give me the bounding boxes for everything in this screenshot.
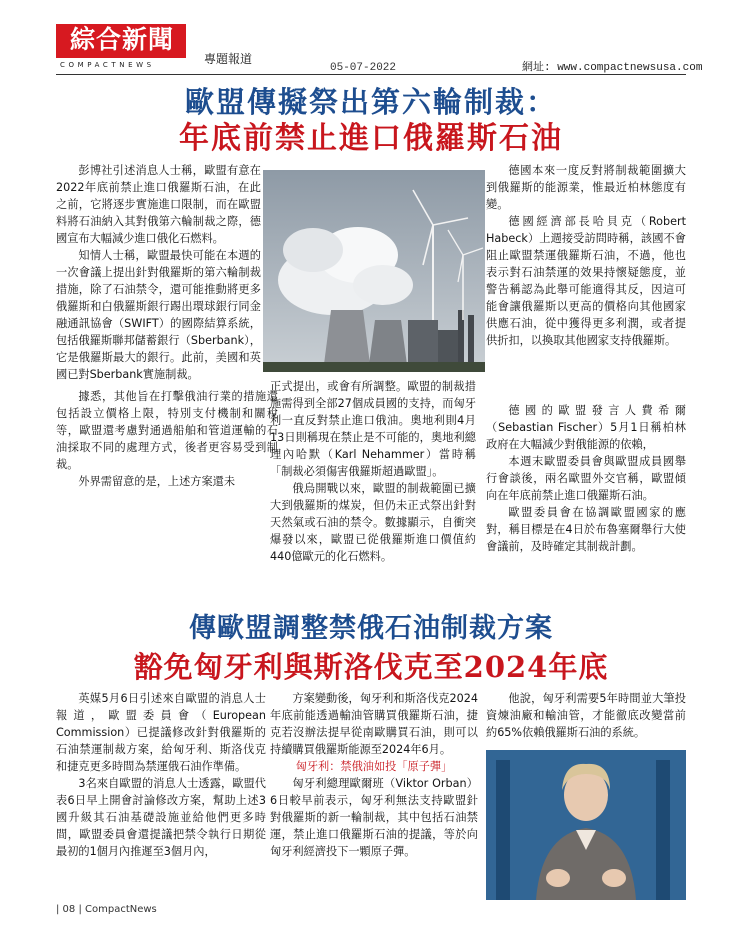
paragraph: 3名來自歐盟的消息人士透露，歐盟代表6日早上開會討論修改方案，幫助上述3國升級其石油基礎設施並給他們更多時間，歐盟委員會還提議把禁令執行日期從最初的1個月內推遲至3個月內， bbox=[56, 777, 266, 858]
paragraph: 俄烏開戰以來，歐盟的制裁範圍已擴大到俄羅斯的煤炭，但仍未正式祭出針對天然氣或石油的禁令。數據顯示，自衝突爆發以來，歐盟已從俄羅斯進口價值約440億歐元的化石燃料。 bbox=[270, 482, 476, 563]
article1-column-2 bbox=[270, 378, 476, 602]
article1-column-3 bbox=[486, 162, 686, 402]
issue-date: 05-07-2022 bbox=[330, 62, 397, 74]
speaker-photo bbox=[486, 750, 686, 900]
paragraph: 知情人士稱，歐盟最快可能在本週的一次會議上提出針對俄羅斯的第六輪制裁措施，除了石油禁令，還可能推動將更多俄羅斯和白俄羅斯銀行踢出環球銀行同金融通訊協會（SWIFT）的國際結算系統，包括俄羅斯聯邦儲蓄銀行（Sberbank），它是俄羅斯最大的銀行。此前，美國和英國已對Sberbank實施制裁。 bbox=[56, 249, 261, 381]
article1-column-1-continued bbox=[56, 388, 278, 612]
paragraph: 匈牙利總理歐爾班（Viktor Orban）6日較早前表示，匈牙利無法支持歐盟針對俄羅斯的新一輪制裁，其中包括石油禁運，禁止進口俄羅斯石油的提議，等於向匈牙利經濟投下一顆原子彈。 bbox=[270, 777, 478, 858]
section-label: 專題報道 bbox=[204, 52, 253, 66]
article2-headline-2: 豁免匈牙利與斯洛伐克至2024年底 bbox=[133, 650, 609, 684]
article2-column-3 bbox=[486, 690, 686, 746]
paragraph: 正式提出，或會有所調整。歐盟的制裁措施需得到全部27個成員國的支持，而匈牙利一直反對禁止進口俄油。奧地利則4月13日則稱現在禁止是不可能的，奧地利總理內哈默（Karl Nehammer）當時稱「制裁必須傷害俄羅斯超過歐盟」。 bbox=[270, 380, 476, 478]
article1-column-1 bbox=[56, 162, 261, 388]
paragraph: 德國本來一度反對將制裁範圍擴大到俄羅斯的能源業，惟最近柏林態度有變。 bbox=[486, 164, 686, 211]
paragraph: 據悉，其他旨在打擊俄油行業的措施還包括設立價格上限，特別支付機制和關稅等，歐盟還考慮對通過船舶和管道運輸的石油採取不同的處理方式，後者更容易受到制裁。 bbox=[56, 390, 278, 471]
paragraph: 他說，匈牙利需要5年時間並大筆投資煉油廠和輸油管，才能徹底改變當前約65%依賴俄羅斯石油的系統。 bbox=[486, 692, 686, 739]
article2-column-2 bbox=[270, 690, 478, 890]
power-plant-photo bbox=[263, 170, 485, 372]
paragraph: 德國的歐盟發言人費希爾（Sebastian Fischer）5月1日稱柏林政府在大幅減少對俄能源的依賴， bbox=[486, 404, 686, 451]
article1-column-3-continued bbox=[486, 402, 686, 602]
website-url[interactable]: 網址: www.compactnewsusa.com bbox=[522, 62, 703, 74]
article1-headline-2: 年底前禁止進口俄羅斯石油 bbox=[179, 121, 563, 156]
page-folio: | 08 | CompactNews bbox=[56, 904, 157, 915]
header-rule bbox=[56, 74, 686, 75]
logo: 綜合新聞 bbox=[69, 25, 174, 54]
paragraph: 英媒5月6日引述來自歐盟的消息人士報道，歐盟委員會（European Commission）已提議修改針對俄羅斯的石油禁運制裁方案，給匈牙利、斯洛伐克和捷克更多時間為禁運俄石油作準備。 bbox=[56, 692, 266, 773]
article2-column-1 bbox=[56, 690, 266, 890]
logo-subtitle: COMPACTNEWS bbox=[60, 61, 155, 69]
subheading: 匈牙利：禁俄油如投「原子彈」 bbox=[295, 760, 453, 773]
paragraph: 彭博社引述消息人士稱，歐盟有意在2022年底前禁止進口俄羅斯石油，在此之前，它將逐步實施進口限制，而在歐盟料將石油納入其對俄第六輪制裁之際，德國宣布大幅減少進口俄化石燃料。 bbox=[56, 164, 261, 245]
power-plant-image bbox=[263, 170, 485, 372]
paragraph: 外界需留意的是，上述方案還未 bbox=[78, 475, 236, 488]
article2-headline-1: 傳歐盟調整禁俄石油制裁方案 bbox=[189, 613, 553, 644]
paragraph: 本週末歐盟委員會與歐盟成員國舉行會談後，兩名歐盟外交官稱，歐盟傾向在年底前禁止進口俄羅斯石油。 bbox=[486, 455, 686, 502]
paragraph: 歐盟委員會在協調歐盟國家的應對，稱目標是在4日於布魯塞爾舉行大使會議前，及時確定其制裁計劃。 bbox=[486, 506, 686, 553]
paragraph: 德國經濟部長哈貝克（Robert Habeck）上週接受訪問時稱，該國不會阻止歐盟禁運俄羅斯石油，不過，他也表示對石油禁運的效果持懷疑態度，並警告稱認為此舉可能適得其反，因這可能會讓俄羅斯以更高的價格向其他國家供應石油，從中獲得更多利潤，或者提供折扣，以換取其他國家支持俄羅斯。 bbox=[486, 215, 686, 347]
speaker-portrait-image bbox=[486, 750, 686, 900]
article1-headline-1: 歐盟傳擬祭出第六輪制裁： bbox=[184, 85, 557, 119]
paragraph: 方案變動後，匈牙利和斯洛伐克2024年底前能透過輸油管購買俄羅斯石油，捷克若沒辦法提早從南歐購買石油，則可以持續購買俄羅斯能源至2024年6月。 bbox=[270, 692, 478, 756]
